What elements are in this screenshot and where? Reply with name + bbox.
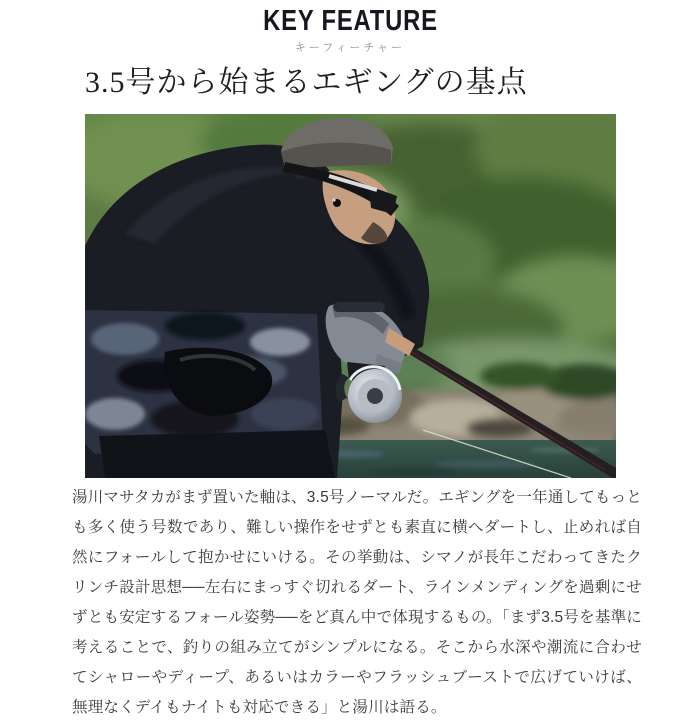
hero-photo	[85, 114, 616, 478]
angler-photo-illustration	[85, 114, 616, 478]
body-paragraph: 湯川マサタカがまず置いた軸は、3.5号ノーマルだ。エギングを一年通してもっとも多く使う号数であり、難しい操作をせずとも素直に横へダートし、止めれば自然にフォールして抱かせにいける。その挙動は、シマノが長年こだわってきたクリンチ設計思想──左右にまっすぐ切れるダート、ラインメンディングを過剰にせずとも安定するフォール姿勢──をど真ん中で体現するもの。「まず3.5号を基準に考えることで、釣りの組み立てがシンプルになる。そこから水深や潮流に合わせてシャローやディープ、あるいはカラーやフラッシュブーストで広げていけば、無理なくデイもナイトも対応できる」と湯川は語る。	[72, 489, 642, 716]
pants	[99, 430, 335, 478]
section-heading: 3.5号から始まるエギングの基点	[85, 66, 528, 99]
page-title: KEY FEATURE	[262, 5, 438, 37]
key-feature-header	[0, 0, 700, 55]
page-subtitle: キーフィーチャー	[294, 42, 406, 54]
